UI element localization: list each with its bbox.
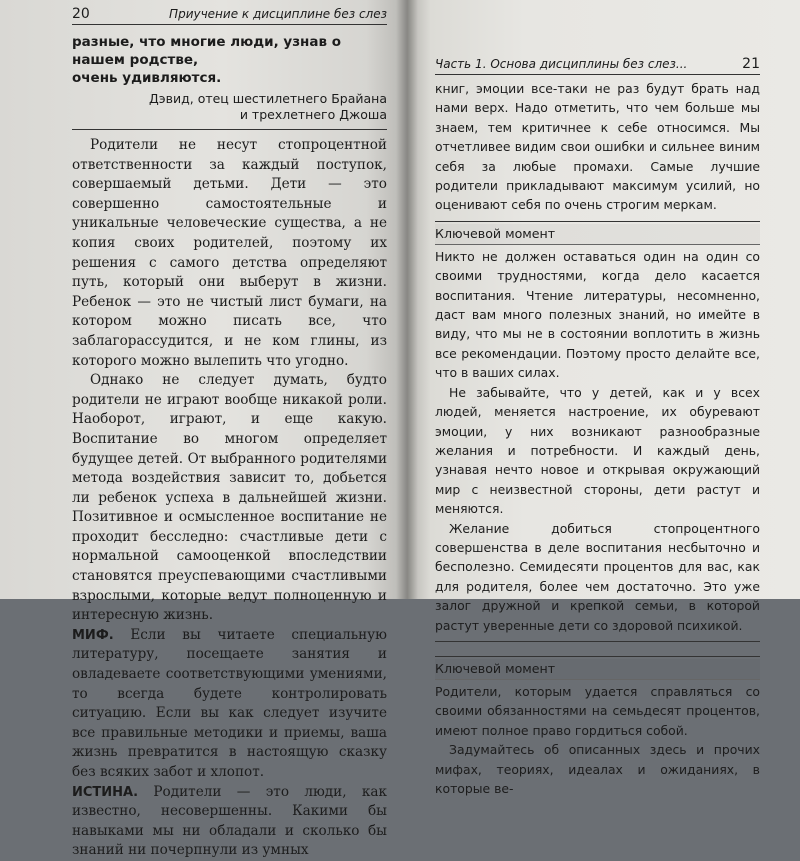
truth-text: Родители — это люди, как известно, несовершенны. Какими бы навыками мы ни обладали и сколько бы знаний ни почерпнули из умных [72, 783, 387, 859]
attribution-line: Дэвид, отец шестилетнего Брайана [148, 91, 387, 106]
right-running-title: Часть 1. Основа дисциплины без слез... [435, 57, 688, 71]
truth-paragraph [72, 783, 387, 861]
quote-line: разные, что многие люди, узнав о нашем родстве, [72, 34, 342, 68]
paragraph: книг, эмоции все-таки не раз будут брать над нами верх. Надо отметить, что чем больше мы знаем, тем критичнее к себе относимся. Мы отчетливее видим свои ошибки и сильнее виним себя за любые промахи. Самые лучшие родители прикладывают максимум усилий, но оценивают себя по очень строгим меркам. [435, 81, 760, 213]
left-body-text [72, 136, 387, 861]
quote-tail [72, 33, 387, 87]
left-running-head [72, 6, 387, 25]
paragraph: Желание добиться стопроцентного совершенства в деле воспитания несбыточно и бесполезно. Семидесяти процентов для вас, как для родителя, более чем достаточно. Это уже залог дружной и крепкой семьи, в которой растут уверенные дети со здоровой психикой. [435, 520, 760, 633]
right-body-text [435, 79, 760, 798]
right-running-head [435, 56, 760, 75]
quote-line: очень удивляются. [72, 70, 222, 86]
paragraph: Однако не следует думать, будто родители не играют вообще никакой роли. Наоборот, играют, и еще какую. Воспитание во многом определяет будущее детей. От выбранного родителями метода воздействия зависит то, добьется ли ребенок успеха в дальнейшей жизни. Позитивное и осмысленное воспитание не проходит бесследно: счастливые дети с нормальной самооценкой впоследствии становятся преуспевающими счастливыми взрослыми, которые ведут полноценную и интересную жизнь. [72, 372, 387, 624]
attribution-line: и трехлетнего Джоша [239, 107, 387, 122]
key-moment-heading: Ключевой момент [435, 659, 760, 680]
myth-label: МИФ. [72, 627, 114, 643]
paragraph: Никто не должен оставаться один на один со своими трудностями, когда дело касается воспитания. Чтение литературы, несомненно, даст вам много полезных знаний, но имейте в виду, что мы не в состоянии воплотить в жизнь все рекомендации. Поэтому просто делайте все, что в ваших силах. [435, 248, 760, 381]
myth-paragraph [72, 626, 387, 783]
truth-label: ИСТИНА. [72, 784, 139, 800]
book-gutter [396, 0, 418, 599]
key-moment-box [435, 656, 760, 798]
quote-attribution [72, 91, 387, 130]
key-moment-heading: Ключевой момент [435, 224, 760, 245]
paragraph: Не забывайте, что у детей, как и у всех людей, меняется настроение, их обуревают эмоции, у них возникают разнообразные желания и потребности. И каждый день, узнавая нечто новое и открывая окружающий мир с неизвестной стороны, дети растут и меняются. [435, 384, 760, 517]
right-page [407, 0, 800, 796]
paragraph: Родители, которым удается справляться со своими обязанностями на семьдесят процентов, имеют полное право гордиться собой. [435, 683, 760, 738]
myth-text: Если вы читаете специальную литературу, посещаете занятия и овладеваете соответствующими умениями, то всегда будете контролировать ситуацию. Если вы как следует изучите все правильные методики и приемы, ваша жизнь превратится в настоящую сказку без всяких забот и хлопот. [72, 626, 387, 780]
left-page-number: 20 [72, 6, 90, 22]
paragraph: Родители не несут стопроцентной ответственности за каждый поступок, совершаемый детьми. Дети — это совершенно самостоятельные и уникальные человеческие существа, а не копия своих родителей, поэтому их решения с самого детства определяют путь, который они выберут в жизни. Ребенок — это не чистый лист бумаги, на котором можно писать все, что заблагорассудится, и не ком глины, из которого можно вылепить что угодно. [72, 137, 387, 369]
paragraph: Задумайтесь об описанных здесь и прочих мифах, теориях, идеалах и ожиданиях, в которые ве- [435, 742, 760, 796]
key-moment-box [435, 221, 760, 642]
left-running-title: Приучение к дисциплине без слез [169, 7, 387, 21]
right-page-number: 21 [742, 56, 760, 72]
